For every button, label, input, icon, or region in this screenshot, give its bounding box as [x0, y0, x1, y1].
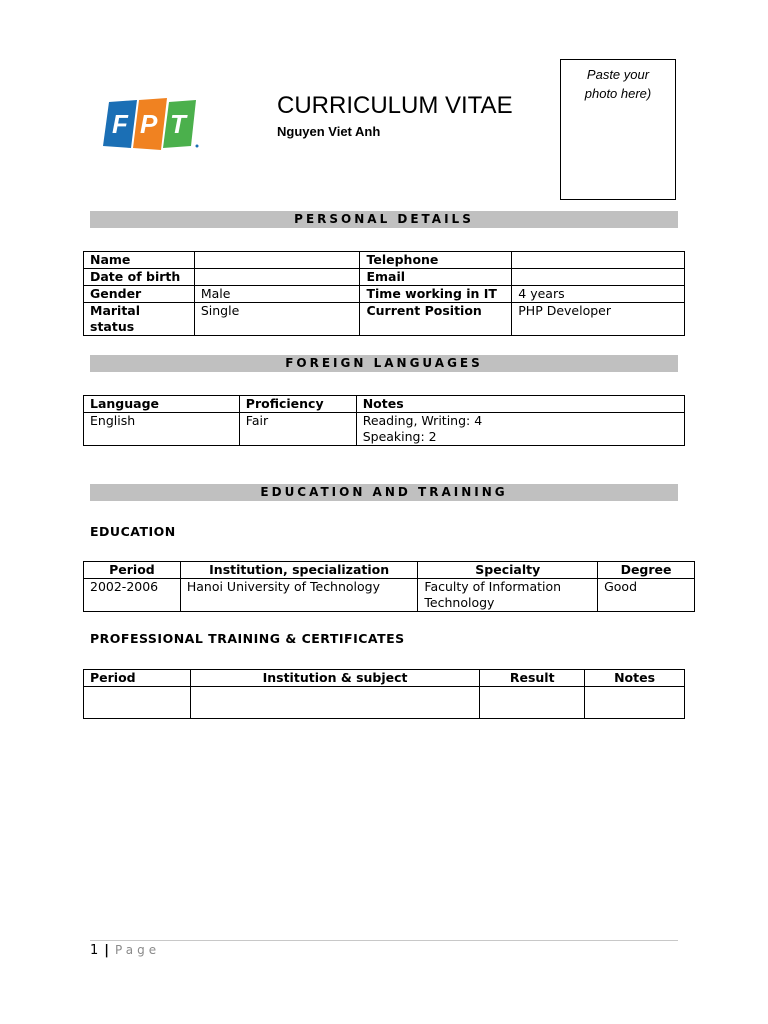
specialty-cell — [418, 579, 598, 612]
photo-placeholder — [560, 59, 676, 200]
training-subheading: PROFESSIONAL TRAINING & CERTIFICATES — [90, 631, 405, 646]
table-row — [84, 252, 685, 269]
column-header: Notes — [585, 670, 685, 687]
education-table — [83, 561, 695, 612]
column-header: Proficiency — [239, 396, 356, 413]
dob-value — [194, 269, 360, 286]
table-row — [84, 303, 685, 336]
marital-label-line-2: status — [90, 319, 135, 334]
empty-cell — [190, 687, 479, 719]
table-header-row — [84, 396, 685, 413]
photo-placeholder-line-2: photo here) — [584, 86, 652, 101]
candidate-name: Nguyen Viet Anh — [277, 124, 381, 139]
column-header: Institution & subject — [190, 670, 479, 687]
time-it-label: Time working in IT — [360, 286, 512, 303]
logo-letter-f: F — [112, 109, 128, 139]
footer-separator: | — [104, 943, 110, 958]
proficiency-cell: Fair — [239, 413, 356, 446]
column-header: Period — [84, 670, 191, 687]
column-header: Period — [84, 562, 181, 579]
notes-line-1: Reading, Writing: 4 — [362, 413, 483, 428]
table-header-row — [84, 562, 695, 579]
table-row — [84, 286, 685, 303]
name-label: Name — [84, 252, 195, 269]
email-value — [512, 269, 685, 286]
page-number: 1 — [90, 943, 99, 958]
marital-label-line-1: Marital — [90, 303, 141, 318]
page-footer — [90, 943, 160, 958]
marital-status-value: Single — [194, 303, 360, 336]
email-label: Email — [360, 269, 512, 286]
footer-divider — [90, 940, 678, 941]
table-row — [84, 687, 685, 719]
languages-table — [83, 395, 685, 446]
column-header: Result — [480, 670, 585, 687]
empty-cell — [84, 687, 191, 719]
column-header: Institution, specialization — [180, 562, 418, 579]
table-row — [84, 269, 685, 286]
column-header: Degree — [598, 562, 695, 579]
marital-status-label — [84, 303, 195, 336]
column-header: Specialty — [418, 562, 598, 579]
name-value — [194, 252, 360, 269]
document-title: CURRICULUM VITAE — [277, 92, 513, 119]
page-label: Page — [115, 943, 161, 957]
logo-letter-t: T — [170, 109, 186, 139]
column-header: Notes — [356, 396, 684, 413]
education-subheading: EDUCATION — [90, 524, 176, 539]
telephone-label: Telephone — [360, 252, 512, 269]
section-personal-details: PERSONAL DETAILS — [90, 211, 678, 228]
fpt-logo — [103, 96, 199, 152]
table-header-row — [84, 670, 685, 687]
language-cell: English — [84, 413, 240, 446]
logo-letter-p: P — [140, 109, 158, 139]
time-it-value: 4 years — [512, 286, 685, 303]
gender-label: Gender — [84, 286, 195, 303]
photo-placeholder-line-1: Paste your — [586, 67, 650, 82]
notes-cell — [356, 413, 684, 446]
logo-registered-dot — [196, 145, 199, 148]
table-row — [84, 579, 695, 612]
current-position-label: Current Position — [360, 303, 512, 336]
empty-cell — [585, 687, 685, 719]
specialty-line-1: Faculty of Information — [424, 579, 562, 594]
personal-details-table — [83, 251, 685, 336]
section-education-training: EDUCATION AND TRAINING — [90, 484, 678, 501]
current-position-value: PHP Developer — [512, 303, 685, 336]
period-cell: 2002-2006 — [84, 579, 181, 612]
section-foreign-languages: FOREIGN LANGUAGES — [90, 355, 678, 372]
institution-cell: Hanoi University of Technology — [180, 579, 418, 612]
degree-cell: Good — [598, 579, 695, 612]
notes-line-2: Speaking: 2 — [362, 429, 437, 444]
training-table — [83, 669, 685, 719]
table-row — [84, 413, 685, 446]
empty-cell — [480, 687, 585, 719]
specialty-line-2: Technology — [424, 595, 495, 610]
column-header: Language — [84, 396, 240, 413]
gender-value: Male — [194, 286, 360, 303]
telephone-value — [512, 252, 685, 269]
dob-label: Date of birth — [84, 269, 195, 286]
